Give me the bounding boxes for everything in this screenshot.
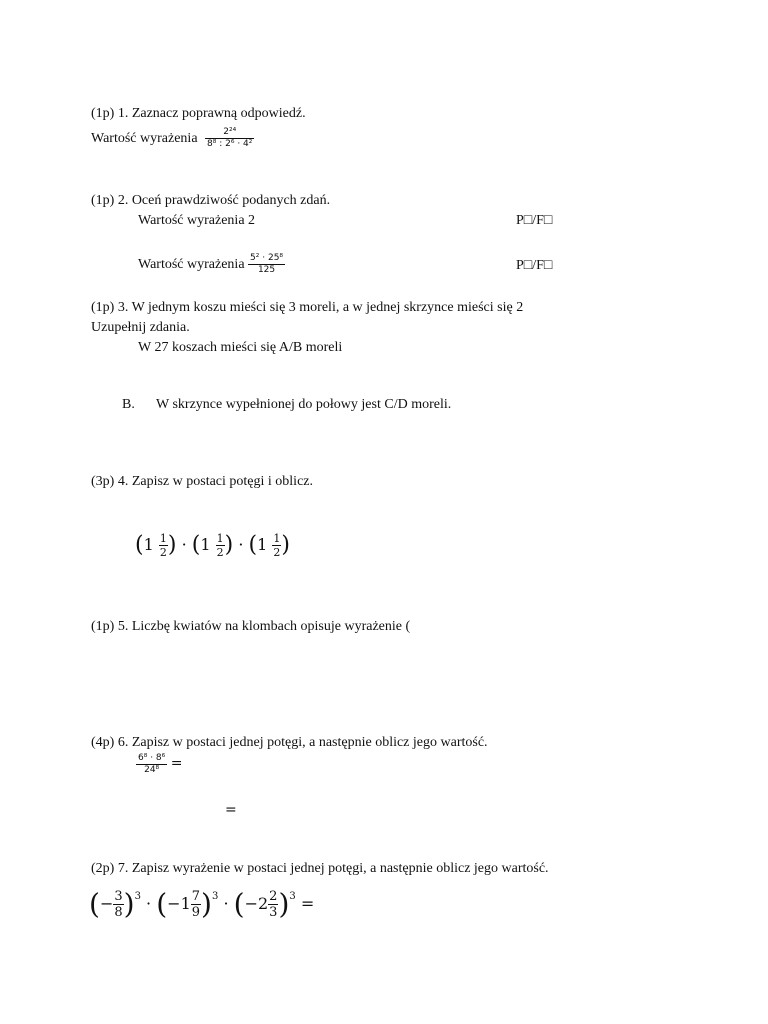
q6-expression	[136, 754, 183, 775]
q2-fraction	[248, 254, 285, 275]
q1-label: Wartość wyrażenia	[91, 131, 198, 146]
q7-term-1-fraction: $\frac{3}{8}$	[114, 889, 123, 920]
q1-numerator: 2²⁴	[205, 128, 254, 139]
q1-expression	[91, 128, 254, 149]
q6-fraction	[136, 754, 167, 775]
q2-statement-1: Wartość wyrażenia 2	[138, 213, 256, 228]
q7-header: (2p) 7. Zapisz wyrażenie w postaci jednej potęgi, a następnie oblicz jego wartość.	[91, 861, 549, 876]
q4-fraction-1: $\frac{1}{2}$	[159, 532, 167, 559]
q7-expression: (− $\frac{3}{8}$ )$^3$ · (−1 $\frac{7}{9}$ )$^3$ · (−2 $\frac{2}{3}$ )$^3$ =	[89, 887, 315, 921]
q7-equals: =	[300, 894, 315, 913]
q2-statement-2	[138, 254, 285, 275]
q2-statement-1-true-false: P□/F□	[516, 213, 553, 228]
q5-header: (1p) 5. Liczbę kwiatów na klombach opisuje wyrażenie (	[91, 619, 411, 634]
q3-sentence-b: W skrzynce wypełnionej do połowy jest C/D moreli.	[156, 397, 452, 412]
q6-numerator: 6⁸ · 8⁶	[138, 753, 166, 763]
q3-marker-b: B.	[122, 397, 135, 412]
q6-header: (4p) 6. Zapisz w postaci jednej potęgi, a następnie oblicz jego wartość.	[91, 735, 488, 750]
q6-equals-answer: =	[225, 802, 237, 818]
q2-denominator: 125	[257, 265, 276, 275]
q2-numerator: 5² · 25⁸	[250, 253, 284, 263]
q2-statement-2-label: Wartość wyrażenia	[138, 257, 245, 272]
q6-equals: =	[170, 755, 183, 772]
q2-statement-2-true-false: P□/F□	[516, 258, 553, 273]
q7-term-3-fraction: $\frac{2}{3}$	[269, 889, 278, 920]
q1-header: (1p) 1. Zaznacz poprawną odpowiedź.	[91, 106, 306, 121]
q1-fraction	[205, 128, 254, 149]
q4-expression: (1 $\frac{1}{2}$ ) · (1 $\frac{1}{2}$ ) · (1 $\frac{1}{2}$ )	[135, 532, 290, 559]
q1-denominator: 8⁸ : 2⁶ · 4²	[207, 139, 253, 149]
q6-denominator: 24⁸	[144, 765, 160, 775]
q4-header: (3p) 4. Zapisz w postaci potęgi i oblicz.	[91, 474, 313, 489]
q4-fraction-2: $\frac{1}{2}$	[216, 532, 224, 559]
q3-sentence-a: W 27 koszach mieści się A/B moreli	[138, 340, 343, 355]
q4-fraction-3: $\frac{1}{2}$	[273, 532, 281, 559]
q3-header: (1p) 3. W jednym koszu mieści się 3 moreli, a w jednej skrzynce mieści się 2	[91, 300, 524, 315]
q7-term-2-fraction: $\frac{7}{9}$	[191, 889, 201, 920]
q2-header: (1p) 2. Oceń prawdziwość podanych zdań.	[91, 193, 331, 208]
q3-instruction: Uzupełnij zdania.	[91, 320, 190, 335]
